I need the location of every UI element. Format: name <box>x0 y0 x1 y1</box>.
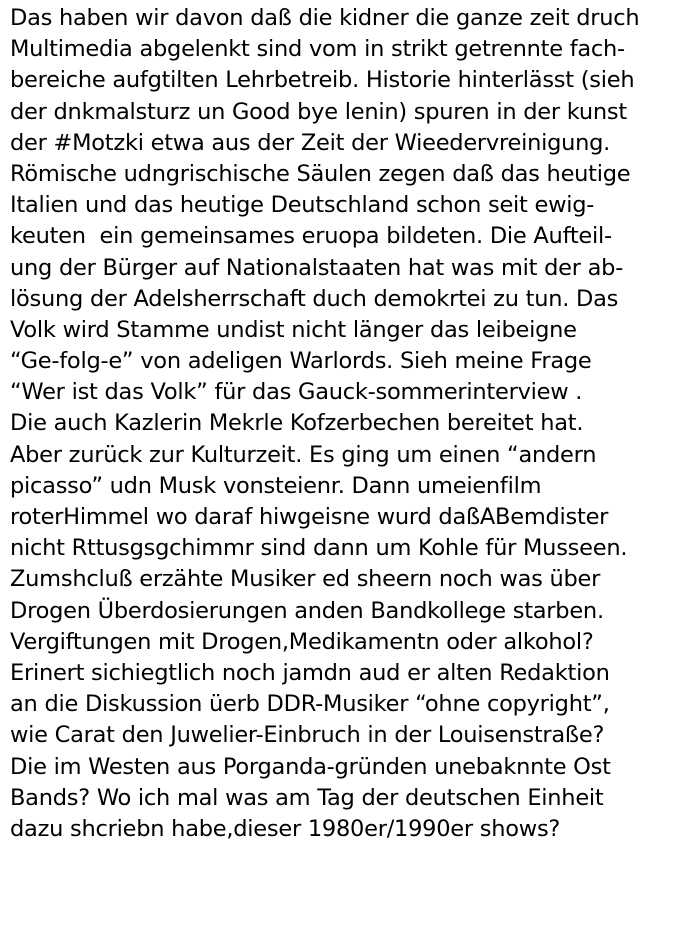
text-line: Bands? Wo ich mal was am Tag der deutschen Einheit <box>10 784 604 811</box>
text-line: keuten ein gemeinsames eruopa bildeten. Die Aufteil- <box>10 223 612 250</box>
text-line: der dnkmalsturz un Good bye lenin) spuren in der kunst <box>10 98 627 125</box>
text-line: lösung der Adelsherrschaft duch demokrtei zu tun. Das <box>10 285 619 312</box>
text-line: Die auch Kazlerin Mekrle Kofzerbechen bereitet hat. <box>10 410 584 437</box>
text-line: “Wer ist das Volk” für das Gauck-sommerinterview . <box>10 379 583 406</box>
text-line: Italien und das heutige Deutschland schon seit ewig- <box>10 192 595 219</box>
document-page <box>10 3 680 845</box>
text-line: Volk wird Stamme undist nicht länger das leibeigne <box>10 316 577 343</box>
text-line: Römische udngrischische Säulen zegen daß das heutige <box>10 160 631 187</box>
text-line: Erinert sichiegtlich noch jamdn aud er alten Redaktion <box>10 659 610 686</box>
text-line: Multimedia abgelenkt sind vom in strikt getrennte fach- <box>10 36 625 63</box>
text-line: picasso” udn Musk vonsteienr. Dann umeienfilm <box>10 472 542 499</box>
text-line: Die im Westen aus Porganda-gründen unebaknnte Ost <box>10 753 611 780</box>
text-line: dazu shcriebn habe,dieser 1980er/1990er shows? <box>10 815 561 842</box>
text-line: wie Carat den Juwelier-Einbruch in der Louisenstraße? <box>10 722 605 749</box>
text-line: “Ge-folg-e” von adeligen Warlords. Sieh meine Frage <box>10 348 592 375</box>
text-line: nicht Rttusgsgchimmr sind dann um Kohle für Musseen. <box>10 535 628 562</box>
text-line: Zumshcluß erzähte Musiker ed sheern noch was über <box>10 566 601 593</box>
text-line: Das haben wir davon daß die kidner die ganze zeit druch <box>10 5 640 31</box>
text-line: Vergiftungen mit Drogen,Medikamentn oder alkohol? <box>10 628 594 655</box>
text-line: an die Diskussion üerb DDR-Musiker “ohne copyright”, <box>10 691 610 718</box>
text-line: Aber zurück zur Kulturzeit. Es ging um einen “andern <box>10 441 597 468</box>
text-line: bereiche aufgtilten Lehrbetreib. Historie hinterlässt (sieh <box>10 67 635 94</box>
text-line: Drogen Überdosierungen anden Bandkollege starben. <box>10 597 604 624</box>
text-line: der #Motzki etwa aus der Zeit der Wieedervreinigung. <box>10 129 611 156</box>
text-line: roterHimmel wo daraf hiwgeisne wurd daßABemdister <box>10 504 609 530</box>
text-line: ung der Bürger auf Nationalstaaten hat was mit der ab- <box>10 254 624 281</box>
